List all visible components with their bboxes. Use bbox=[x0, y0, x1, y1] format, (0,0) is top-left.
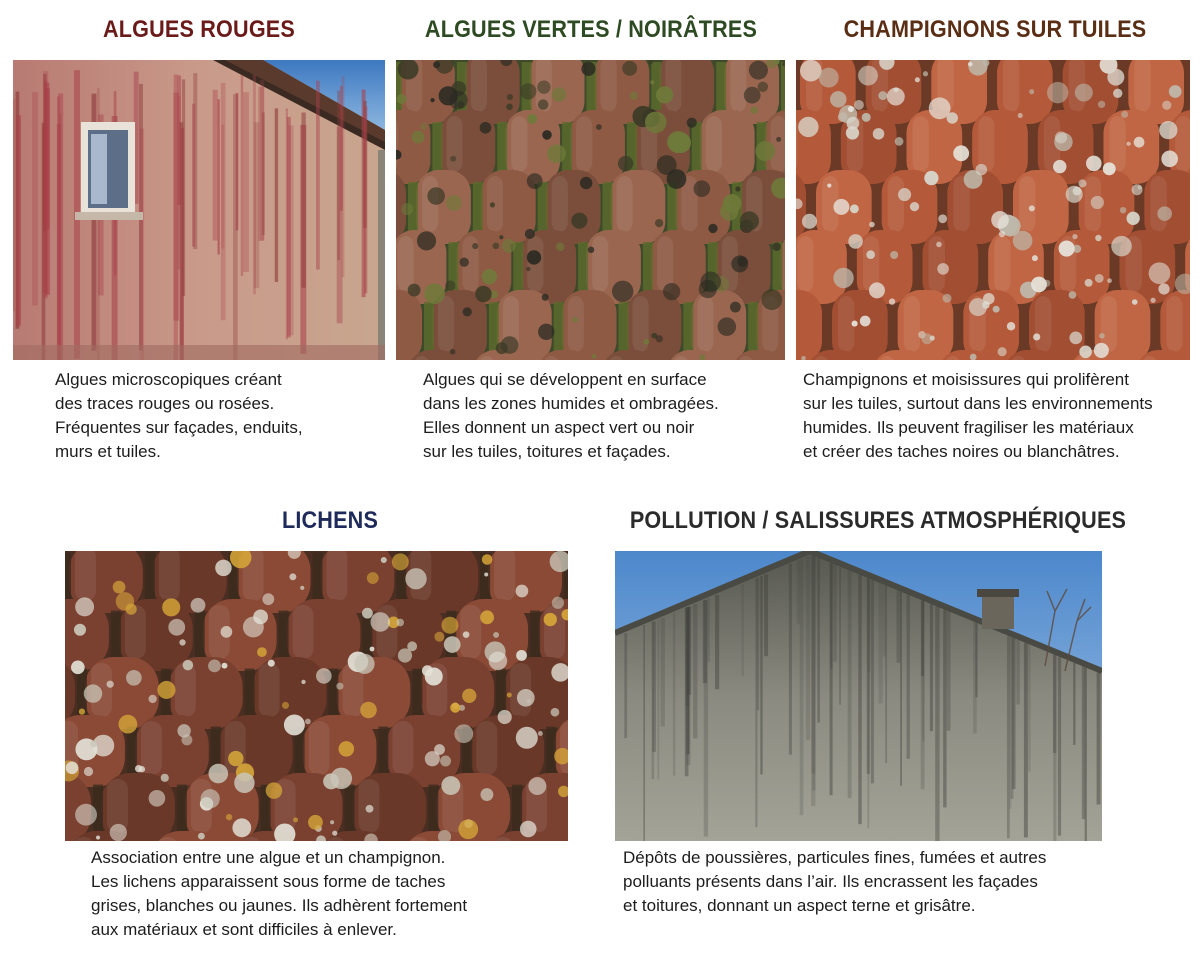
desc-line: et toitures, donnant un aspect terne et grisâtre. bbox=[623, 896, 976, 915]
tile-rows bbox=[65, 551, 568, 841]
title-fungi: CHAMPIGNONS SUR TUILES bbox=[843, 16, 1147, 43]
fungi-roof-tiles-photo bbox=[796, 60, 1190, 360]
desc-line: murs et tuiles. bbox=[55, 442, 161, 461]
desc-line: grises, blanches ou jaunes. Ils adhèrent fortement bbox=[91, 896, 468, 915]
tile-rows bbox=[396, 60, 785, 360]
red-algae-facade-photo bbox=[13, 60, 385, 360]
card-fungi bbox=[790, 0, 1200, 480]
desc-line: sur les tuiles, surtout dans les environnements bbox=[803, 394, 1153, 413]
desc-line: Les lichens apparaissent sous forme de taches bbox=[91, 872, 446, 891]
card-red-algae bbox=[0, 0, 398, 480]
desc-line: aux matériaux et sont difficiles à enlever. bbox=[91, 920, 397, 939]
desc-pollution bbox=[623, 846, 1046, 918]
desc-line: Dépôts de poussières, particules fines, fumées et autres bbox=[623, 848, 1047, 867]
desc-line: humides. Ils peuvent fragiliser les matériaux bbox=[803, 418, 1134, 437]
desc-line: Elles donnent un aspect vert ou noir bbox=[423, 418, 695, 437]
desc-line: Fréquentes sur façades, enduits, bbox=[55, 418, 303, 437]
green-algae-roof-tiles-photo bbox=[396, 60, 785, 360]
desc-line: Association entre une algue et un champignon. bbox=[91, 848, 446, 867]
title-red-algae: ALGUES ROUGES bbox=[103, 16, 295, 43]
card-green-algae bbox=[395, 0, 787, 480]
desc-line: Algues microscopiques créant bbox=[55, 370, 282, 389]
desc-lichens bbox=[91, 846, 467, 942]
desc-line: dans les zones humides et ombragées. bbox=[423, 394, 719, 413]
card-lichens bbox=[60, 490, 600, 960]
card-pollution bbox=[600, 490, 1160, 960]
desc-line: et créer des taches noires ou blanchâtres. bbox=[803, 442, 1120, 461]
desc-line: sur les tuiles, toitures et façades. bbox=[423, 442, 671, 461]
polluted-gable-wall-photo bbox=[615, 551, 1102, 841]
desc-line: Algues qui se développent en surface bbox=[423, 370, 707, 389]
desc-green-algae bbox=[423, 368, 719, 464]
title-pollution: POLLUTION / SALISSURES ATMOSPHÉRIQUES bbox=[629, 507, 1127, 534]
desc-line: polluants présents dans l’air. Ils encrassent les façades bbox=[623, 872, 1038, 891]
desc-line: Champignons et moisissures qui prolifèrent bbox=[803, 370, 1129, 389]
desc-red-algae bbox=[55, 368, 303, 464]
desc-fungi bbox=[803, 368, 1153, 464]
title-lichens: LICHENS bbox=[281, 507, 379, 534]
lichens-roof-tiles-photo bbox=[65, 551, 568, 841]
desc-line: des traces rouges ou rosées. bbox=[55, 394, 275, 413]
title-green-algae: ALGUES VERTES / NOIRÂTRES bbox=[424, 16, 758, 43]
